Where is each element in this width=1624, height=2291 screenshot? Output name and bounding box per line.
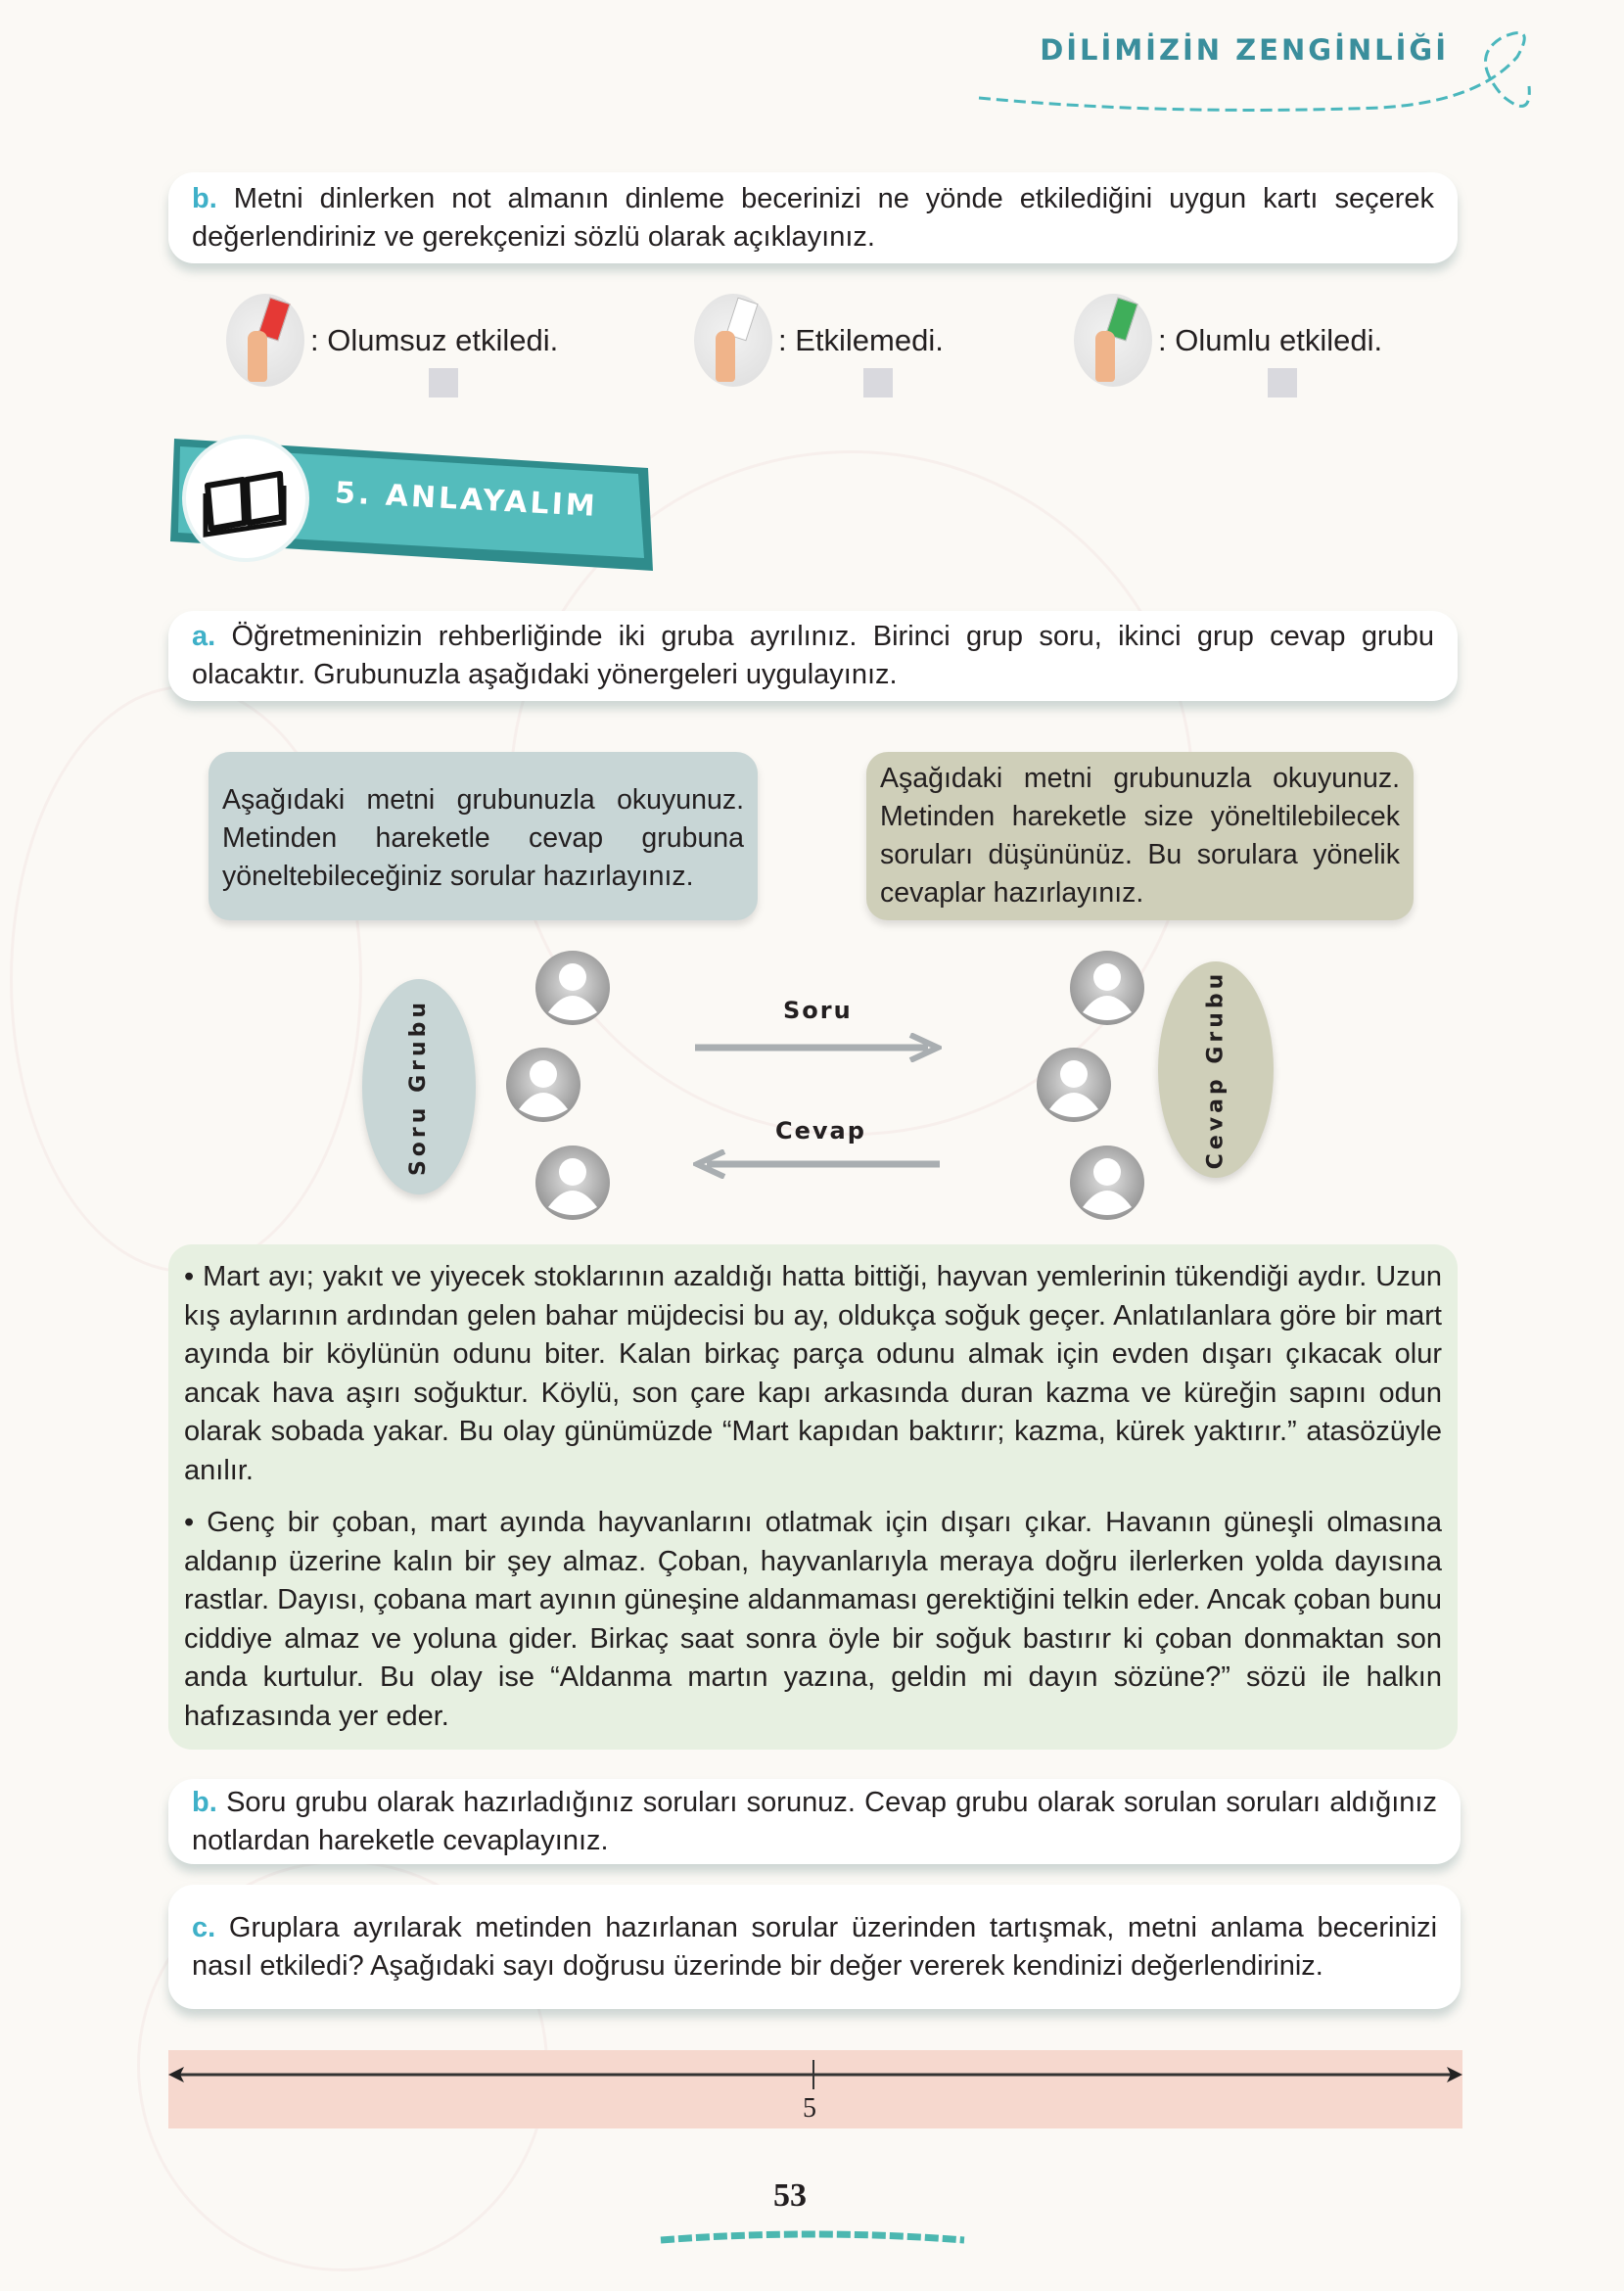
task-a-card [168, 611, 1458, 701]
number-line-area[interactable] [168, 2050, 1462, 2128]
arrow-right-icon [693, 1033, 942, 1062]
card-option-negative [226, 294, 558, 387]
cevap-group-instruction: Aşağıdaki metni grubunuzla okuyunuz. Metinden hareketle size yöneltilebilecek soruları düşününüz. Bu sorulara yönelik cevaplar hazırlayınız. [866, 752, 1414, 920]
section-title: 5. ANLAYALIM [334, 475, 599, 525]
checkbox-neutral[interactable] [863, 368, 893, 397]
green-card-hand-icon [1074, 294, 1152, 387]
soru-arrow-label: Soru [783, 997, 853, 1024]
task-c-card [168, 1885, 1461, 2009]
cevap-group-label: Cevap Grubu [1203, 969, 1229, 1170]
number-line-tick-label: 5 [803, 2093, 816, 2124]
soru-group-ellipse [362, 979, 476, 1194]
reading-paragraph: • Mart ayı; yakıt ve yiyecek stoklarının azaldığı hatta bittiği, hayvan yemlerinin tükendiği aydır. Uzun kış aylarının ardından gelen bahar müjdecisi bu ay, oldukça soğuk geçer. Anlatılanlara göre bir mart ayında bir köylünün odunu biter. Kalan birkaç parça odunu almak için evden dışarı çıkacak olur ancak hava aşırı soğuktur. Köylü, son çare kapı arkasında duran kazma ve küreğin sapını odun olarak sobada yakar. Bu olay günümüzde “Mart kapıdan baktırır; kazma, kürek yaktırır.” atasözüyle anılır. [184, 1261, 1442, 1486]
person-icon [1036, 1047, 1112, 1123]
soru-group-instruction: Aşağıdaki metni grubunuzla okuyunuz. Metinden hareketle cevap grubuna yöneltebileceğiniz sorular hazırlayınız. [209, 752, 758, 920]
section-banner [168, 439, 658, 576]
person-icon [1069, 1145, 1145, 1221]
card-option-label: : Olumsuz etkiledi. [310, 322, 559, 357]
checkbox-negative[interactable] [429, 368, 458, 397]
arrow-left-icon [693, 1149, 942, 1179]
cevap-group-ellipse [1158, 961, 1274, 1178]
task-label: c. [192, 1911, 216, 1943]
white-card-hand-icon [694, 294, 772, 387]
soru-group-label: Soru Grubu [406, 998, 432, 1176]
card-option-positive [1074, 294, 1382, 387]
page-number-decoration [656, 2230, 969, 2244]
reading-paragraph: • Genç bir çoban, mart ayında hayvanlarını otlatmak için dışarı çıkar. Havanın güneşli olmasına aldanıp üzerine kalın bir şey almaz. Çoban, hayvanlarıyla meraya doğru ilerlerken yolda dayısına rastlar. Dayısı, çobana mart ayının güneşine aldanmaması gerektiğini telkin eder. Ancak çoban bunu ciddiye almaz ve yoluna gider. Birkaç saat sonra öyle bir soğuk bastırır ki çoban donmaktan son anda kurtulur. Bu olay ise “Aldanma martın yazına, geldin mi dayın sözüne?” sözü ile halkın hafızasında yer eder. [184, 1507, 1442, 1732]
task-label: a. [192, 621, 216, 652]
task-label: b. [192, 1786, 217, 1818]
cevap-arrow-label: Cevap [775, 1117, 866, 1145]
card-option-label: : Etkilemedi. [778, 322, 944, 357]
page-number: 53 [773, 2177, 807, 2214]
card-option-neutral [694, 294, 944, 387]
checkbox-positive[interactable] [1268, 368, 1297, 397]
dashed-swirl-decoration [969, 18, 1556, 125]
card-option-label: : Olumlu etkiledi. [1158, 322, 1383, 357]
task-text: Soru grubu olarak hazırladığınız soruları sorunuz. Cevap grubu olarak sorulan soruları aldığınız notlardan hareketle cevaplayınız. [192, 1786, 1437, 1856]
person-icon [534, 1145, 611, 1221]
task-text: Metni dinlerken not almanın dinleme becerinizi ne yönde etkilediğini uygun kartı seçerek değerlendiriniz ve gerekçenizi sözlü olarak açıklayınız. [192, 182, 1434, 253]
task-text: Öğretmeninizin rehberliğinde iki gruba ayrılınız. Birinci grup soru, ikinci grup cevap grubu olacaktır. Grubunuzla aşağıdaki yönergeleri uygulayınız. [192, 621, 1435, 690]
reading-text-box [168, 1244, 1458, 1750]
person-icon [1069, 950, 1145, 1026]
task-b2-card [168, 1779, 1461, 1864]
person-icon [505, 1047, 581, 1123]
task-b-listening-card [168, 172, 1458, 263]
red-card-hand-icon [226, 294, 304, 387]
person-icon [534, 950, 611, 1026]
open-book-icon [186, 439, 305, 558]
task-label: b. [192, 182, 217, 214]
task-text: Gruplara ayrılarak metinden hazırlanan sorular üzerinden tartışmak, metni anlama becerinizi nasıl etkiledi? Aşağıdaki sayı doğrusu üzerinde bir değer vererek kendinizi değerlendiriniz. [192, 1911, 1438, 1982]
unit-title: DİLİMİZİN ZENGİNLİĞİ [1040, 33, 1449, 67]
